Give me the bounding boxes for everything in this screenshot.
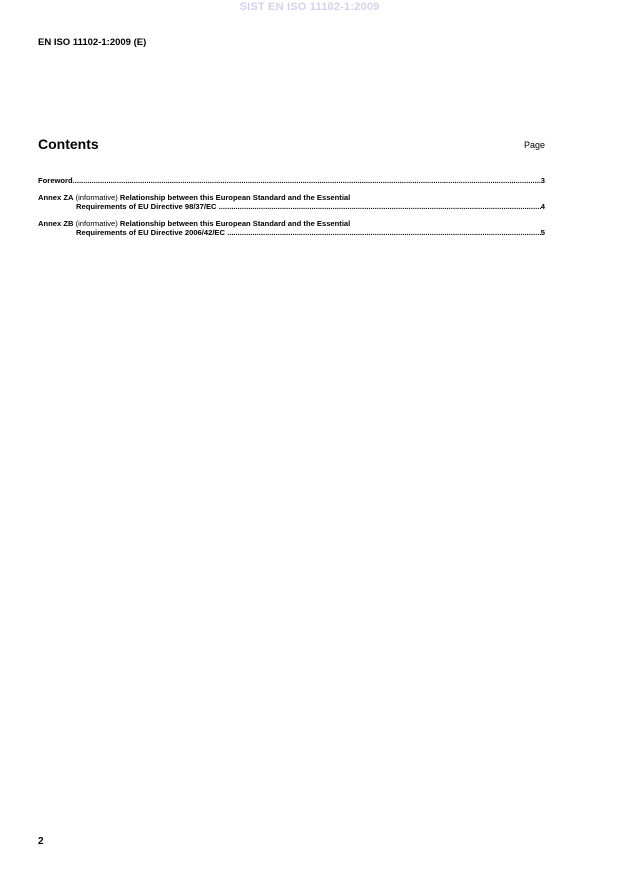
table-of-contents [38, 176, 545, 245]
toc-entry-annex-za[interactable] [38, 193, 545, 212]
toc-page-number: 4 [540, 202, 545, 211]
annex-qualifier: (informative) [73, 218, 120, 228]
toc-entry-title: Foreword [38, 176, 73, 185]
annex-title-line1: Relationship between this European Standard and the Essential [119, 218, 351, 228]
annex-title-line2: Requirements of EU Directive 98/37/EC [76, 202, 219, 211]
annex-title-line1: Relationship between this European Standard and the Essential [119, 192, 351, 202]
annex-title-line2: Requirements of EU Directive 2006/42/EC [76, 228, 228, 237]
toc-page-number: 3 [540, 176, 545, 185]
page-column-label: Page [523, 140, 545, 150]
annex-label: Annex ZB [38, 218, 74, 228]
page-number: 2 [38, 836, 44, 847]
contents-title: Contents [38, 136, 99, 152]
dot-leader [73, 176, 541, 186]
dot-leader [219, 202, 541, 212]
annex-label: Annex ZA [38, 192, 74, 202]
toc-entry-annex-zb[interactable] [38, 219, 545, 238]
toc-page-number: 5 [540, 228, 545, 237]
annex-qualifier: (informative) [73, 192, 120, 202]
dot-leader [227, 228, 541, 238]
toc-entry-foreword[interactable] [38, 176, 545, 186]
document-id: EN ISO 11102-1:2009 (E) [38, 37, 147, 48]
watermark: SIST EN ISO 11102-1:2009 [239, 1, 380, 13]
